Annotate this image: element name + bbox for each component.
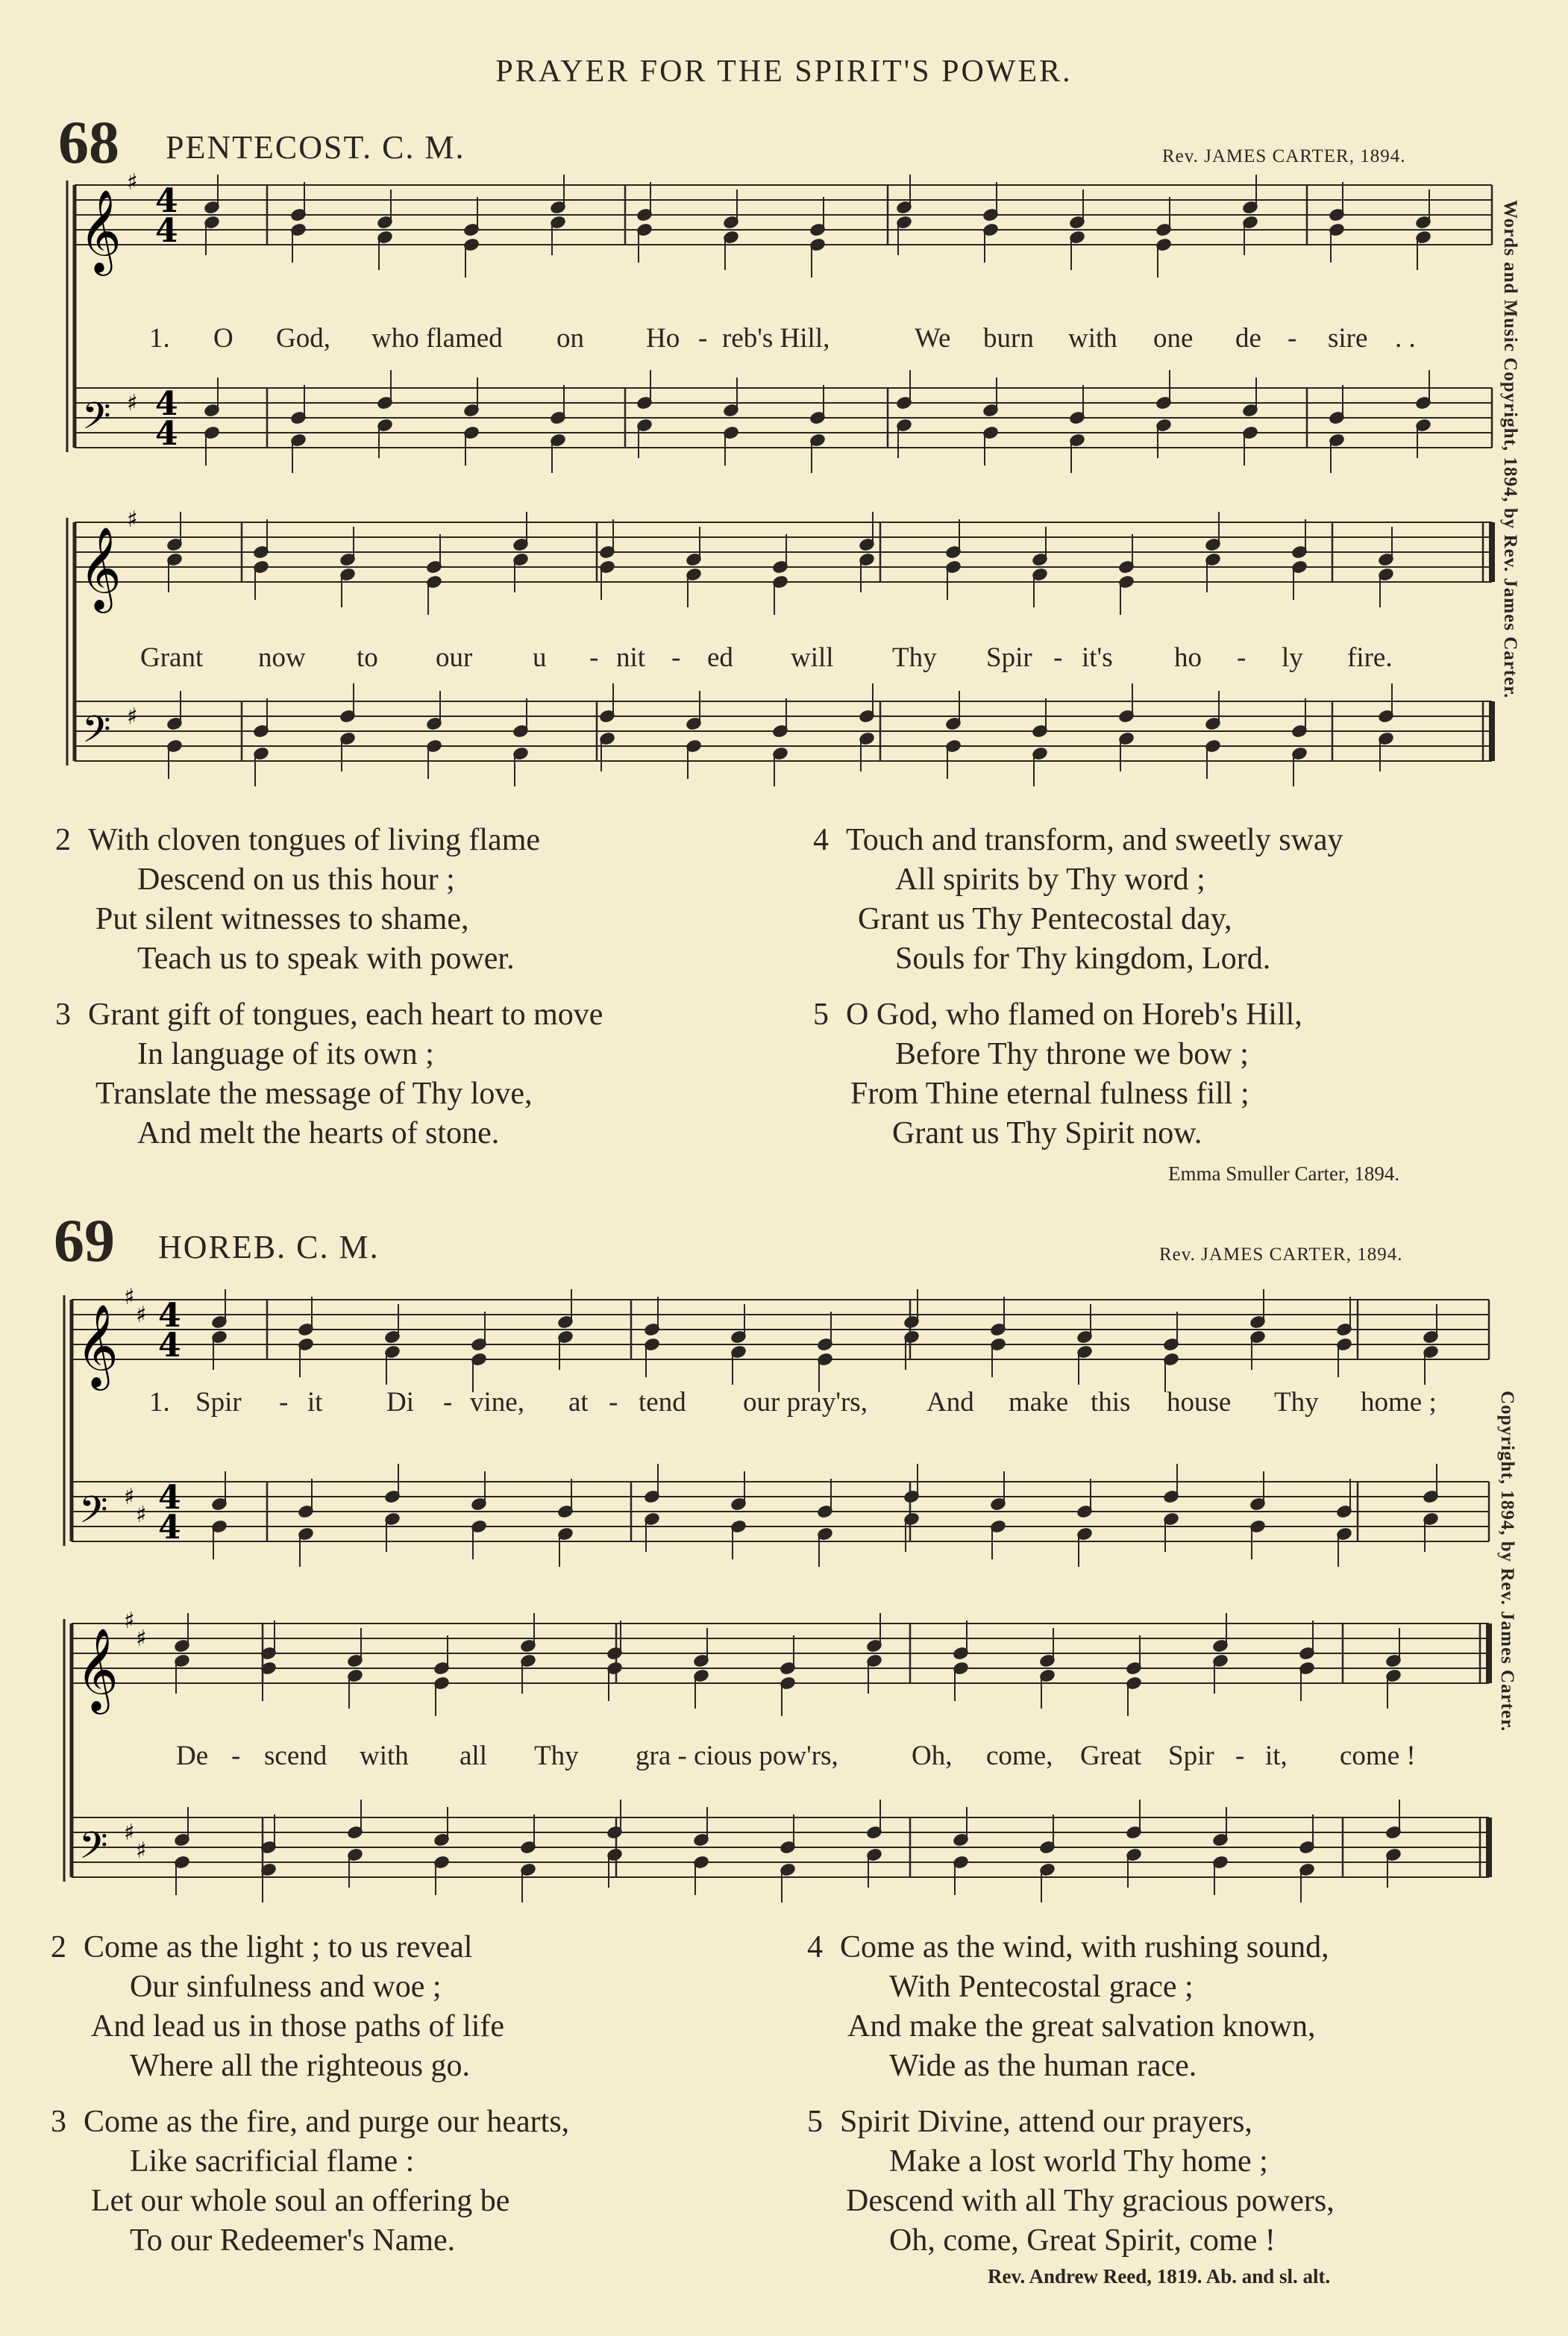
lyric-word: Great	[1080, 1741, 1142, 1771]
verse-line: Come as the fire, and purge our hearts,	[84, 2105, 570, 2139]
verse-line: Like sacrificial flame :	[130, 2144, 415, 2179]
time-signature-bottom: 4	[158, 1509, 181, 1547]
verse-line: Put silent witnesses to shame,	[95, 902, 469, 936]
lyric-word: it	[307, 1387, 323, 1418]
verse-number: 4	[807, 1930, 823, 1964]
verse-line: Translate the message of Thy love,	[95, 1077, 533, 1111]
sharp-sign: ♯	[124, 1820, 135, 1846]
verse-line: Before Thy throne we bow ;	[895, 1037, 1249, 1071]
verse-number: 5	[813, 998, 829, 1032]
lyric-word: scend	[264, 1741, 327, 1771]
verse-line: And melt the hearts of stone.	[137, 1116, 500, 1150]
verse-line: To our Redeemer's Name.	[130, 2223, 456, 2258]
verse-line: Descend on us this hour ;	[137, 862, 455, 897]
lyric-word: -	[279, 1387, 289, 1418]
page-header: PRAYER FOR THE SPIRIT'S POWER.	[495, 54, 1073, 89]
sharp-sign: ♯	[136, 1502, 147, 1528]
lyric-word: gra - cious pow'rs,	[636, 1741, 838, 1771]
lyric-word: u	[533, 642, 547, 673]
verse-line: Spirit Divine, attend our prayers,	[840, 2105, 1252, 2139]
lyric-word: -	[1053, 642, 1063, 673]
lyric-word: . .	[1395, 323, 1416, 354]
lyric-word: We	[915, 323, 951, 354]
verse-number: 2	[51, 1930, 66, 1964]
verse-line: Where all the righteous go.	[130, 2049, 471, 2083]
sharp-sign: ♯	[127, 507, 138, 533]
lyric-word: fire.	[1347, 642, 1393, 673]
words-credit: Rev. Andrew Reed, 1819. Ab. and sl. alt.	[988, 2265, 1331, 2288]
lyric-word: ly	[1282, 642, 1303, 673]
time-signature-top: 4	[158, 1479, 181, 1517]
verse-line: Grant gift of tongues, each heart to move	[88, 998, 603, 1032]
lyric-word: -	[589, 642, 599, 673]
lyric-word: Thy	[892, 642, 937, 673]
lyric-word: Oh,	[912, 1741, 953, 1771]
lyric-word: it's	[1082, 642, 1113, 673]
treble-clef: 𝄞	[79, 526, 122, 610]
verse-line: With cloven tongues of living flame	[88, 823, 541, 857]
lyric-line-69-2	[0, 1740, 1568, 1777]
verse-line: With Pentecostal grace ;	[889, 1970, 1194, 2004]
verse-line: Come as the wind, with rushing sound,	[840, 1930, 1329, 1964]
lyric-word: it,	[1265, 1741, 1288, 1771]
verse-line: And lead us in those paths of life	[91, 2009, 505, 2044]
copyright-note: Copyright, 1894, by Rev. James Carter.	[1497, 1391, 1517, 1732]
verse-line: Wide as the human race.	[889, 2049, 1197, 2083]
verse-line: Grant us Thy Spirit now.	[892, 1116, 1202, 1150]
verse-line: Teach us to speak with power.	[137, 942, 515, 976]
lyric-word: de	[1235, 323, 1261, 354]
verse-line: All spirits by Thy word ;	[895, 862, 1205, 897]
sharp-sign: ♯	[124, 1608, 135, 1634]
lyric-word: house	[1167, 1387, 1232, 1418]
verse-line: And make the great salvation known,	[847, 2009, 1316, 2044]
verse-line: From Thine eternal fulness fill ;	[850, 1077, 1249, 1111]
lyric-word: now	[258, 642, 306, 673]
time-signature-top: 4	[155, 385, 178, 423]
lyric-word: Thy	[534, 1741, 579, 1771]
lyric-word: sire	[1328, 323, 1368, 354]
sharp-sign: ♯	[127, 704, 138, 730]
lyric-word: to	[357, 642, 378, 673]
treble-clef: 𝄞	[76, 1627, 119, 1711]
lyric-word: And	[926, 1387, 974, 1418]
lyric-word: -	[443, 1387, 453, 1418]
lyric-word: with	[360, 1741, 409, 1771]
lyric-word: burn	[983, 323, 1034, 354]
verse-line: Grant us Thy Pentecostal day,	[858, 902, 1232, 936]
lyric-word: 1.	[149, 1387, 170, 1418]
tune-title: PENTECOST. C. M.	[166, 129, 465, 166]
treble-clef: 𝄞	[76, 1303, 119, 1387]
lyric-word: nit	[616, 642, 646, 673]
tune-title: HOREB. C. M.	[158, 1229, 380, 1265]
sharp-sign: ♯	[136, 1838, 147, 1864]
verse-line: In language of its own ;	[137, 1037, 434, 1071]
lyric-word: De	[176, 1741, 209, 1771]
lyric-word: with	[1068, 323, 1117, 354]
lyric-word: at	[568, 1387, 589, 1418]
time-signature-bottom: 4	[158, 1327, 181, 1365]
lyric-word: Spir	[1168, 1741, 1214, 1771]
lyric-word: ed	[707, 642, 733, 673]
time-signature-top: 4	[155, 182, 178, 220]
time-signature-top: 4	[158, 1297, 181, 1335]
verse-line: Descend with all Thy gracious powers,	[846, 2184, 1335, 2218]
words-credit: Emma Smuller Carter, 1894.	[1168, 1162, 1400, 1185]
lyric-word: -	[671, 642, 681, 673]
bass-clef: 𝄢	[79, 1488, 108, 1541]
sharp-sign: ♯	[124, 1284, 135, 1310]
lyric-word: Spir	[195, 1387, 242, 1418]
lyric-word: on	[556, 323, 584, 354]
sharp-sign: ♯	[127, 169, 138, 195]
lyric-word: come,	[986, 1741, 1053, 1771]
verse-line: Make a lost world Thy home ;	[889, 2144, 1268, 2179]
lyric-word: ho	[1174, 642, 1202, 673]
hymn-number: 69	[54, 1206, 115, 1274]
time-signature-bottom: 4	[155, 212, 178, 250]
verse-line: Touch and transform, and sweetly sway	[846, 823, 1343, 857]
verse-block-69-right	[807, 1928, 1546, 2261]
lyric-word: vine,	[470, 1387, 524, 1418]
copyright-note: Words and Music Copyright, 1894, by Rev. James Carter.	[1500, 200, 1520, 699]
lyric-word: -	[1235, 1741, 1245, 1771]
verse-block-69-left	[51, 1928, 789, 2261]
lyric-word: make	[1009, 1387, 1069, 1418]
lyric-word: God,	[276, 323, 330, 354]
lyric-word: come !	[1340, 1741, 1416, 1771]
lyric-word: Ho	[646, 323, 680, 354]
sharp-sign: ♯	[124, 1484, 135, 1510]
bass-clef: 𝄢	[82, 708, 111, 760]
lyric-word: -	[698, 323, 708, 354]
lyric-word: Thy	[1274, 1387, 1319, 1418]
lyric-word: will	[791, 642, 834, 673]
lyric-word: -	[609, 1387, 618, 1418]
lyric-word: -	[231, 1741, 241, 1771]
verse-line: Come as the light ; to us reveal	[84, 1930, 473, 1964]
lyric-word: our pray'rs,	[743, 1387, 868, 1418]
time-signature-bottom: 4	[155, 415, 178, 453]
verse-line: Our sinfulness and woe ;	[130, 1970, 442, 2004]
lyric-word: who flamed	[371, 323, 503, 354]
lyric-word: this	[1091, 1387, 1131, 1418]
sharp-sign: ♯	[136, 1626, 147, 1652]
lyric-word: Di	[386, 1387, 414, 1418]
composer-credit: Rev. JAMES CARTER, 1894.	[1162, 146, 1406, 166]
lyric-word: O	[213, 323, 233, 354]
verse-line: Souls for Thy kingdom, Lord.	[895, 942, 1271, 976]
bass-clef: 𝄢	[82, 395, 111, 447]
lyric-word: tend	[639, 1387, 686, 1418]
lyric-word: one	[1153, 323, 1194, 354]
lyric-word: Grant	[140, 642, 204, 673]
verse-number: 3	[51, 2105, 66, 2139]
hymn-number: 68	[58, 108, 119, 176]
lyric-word: reb's Hill,	[722, 323, 830, 354]
lyric-word: Spir	[986, 642, 1032, 673]
sharp-sign: ♯	[127, 390, 138, 416]
verse-number: 5	[807, 2105, 823, 2139]
sharp-sign: ♯	[136, 1302, 147, 1328]
lyric-word: home ;	[1361, 1387, 1437, 1418]
verse-line: Oh, come, Great Spirit, come !	[889, 2223, 1276, 2258]
composer-credit: Rev. JAMES CARTER, 1894.	[1159, 1244, 1403, 1265]
lyric-line-69-1	[0, 1386, 1568, 1424]
verse-number: 4	[813, 823, 829, 857]
bass-clef: 𝄢	[79, 1824, 108, 1876]
treble-clef: 𝄞	[79, 189, 122, 272]
verse-line: O God, who flamed on Horeb's Hill,	[846, 998, 1302, 1032]
lyric-word: -	[1288, 323, 1297, 354]
lyric-word: our	[436, 642, 473, 673]
lyric-word: all	[460, 1741, 487, 1771]
verse-line: Let our whole soul an offering be	[91, 2184, 510, 2218]
verse-number: 3	[55, 998, 71, 1032]
lyric-word: -	[1237, 642, 1246, 673]
verse-number: 2	[55, 823, 71, 857]
lyric-word: 1.	[149, 323, 170, 354]
